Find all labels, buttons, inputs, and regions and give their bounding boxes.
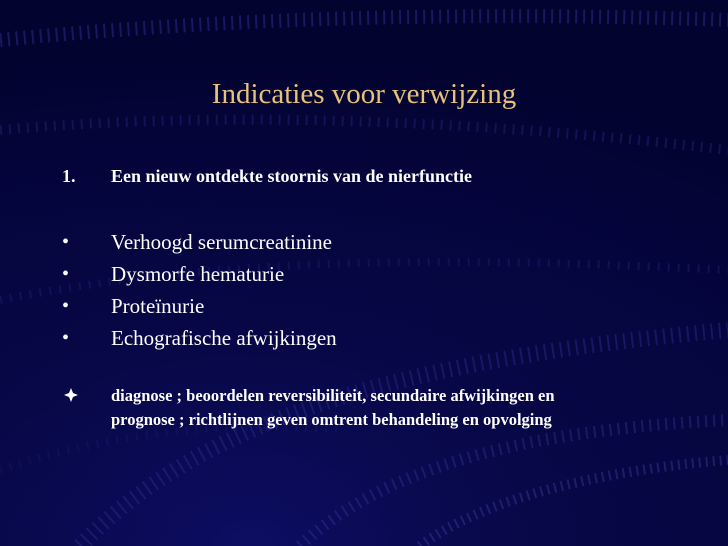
bullet-text: Dysmorfe hematurie xyxy=(111,262,285,286)
list-item xyxy=(62,228,708,256)
numbered-item-text: Een nieuw ontdekte stoornis van de nierfunctie xyxy=(111,166,473,186)
bullet-text: Echografische afwijkingen xyxy=(111,326,337,350)
bullet-marker: • xyxy=(62,295,70,317)
bullet-text: Verhoogd serumcreatinine xyxy=(111,230,333,254)
bullet-text: Proteïnurie xyxy=(111,294,205,318)
note-text xyxy=(111,384,701,432)
note-line-1: diagnose ; beoordelen reversibiliteit, secundaire afwijkingen en xyxy=(111,386,555,405)
numbered-item xyxy=(62,162,708,190)
slide-title: Indicaties voor verwijzing xyxy=(211,78,517,110)
diamond-bullet-icon xyxy=(64,388,78,402)
item-number: 1. xyxy=(62,166,76,186)
list-item xyxy=(62,292,708,320)
list-item xyxy=(62,260,708,288)
list-item xyxy=(62,324,708,352)
note-line-2: prognose ; richtlijnen geven omtrent behandeling en opvolging xyxy=(111,410,552,429)
bullet-marker: • xyxy=(62,231,70,253)
bullet-marker: • xyxy=(62,327,70,349)
bullet-marker: • xyxy=(62,263,70,285)
